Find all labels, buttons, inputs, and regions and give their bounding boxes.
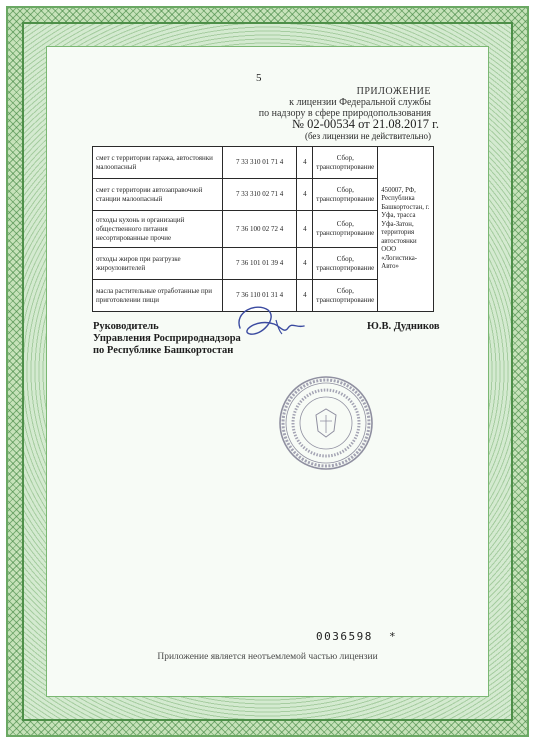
waste-name: отходы жиров при разгрузке жироуловителей (93, 248, 223, 280)
appendix-header (171, 86, 431, 119)
waste-table (92, 146, 434, 312)
waste-name: масла растительные отработанные при приготовлении пищи (93, 280, 223, 312)
license-number: № 02-00534 от 21.08.2017 г. (292, 117, 439, 131)
waste-code: 7 33 310 01 71 4 (222, 147, 297, 179)
serial-mark: * (388, 630, 398, 643)
waste-name: отходы кухонь и организаций общественного питания несортированные прочие (93, 211, 223, 248)
activity-address: 450007, РФ, Республика Башкортостан, г. Уфа, трасса Уфа-Затон, территория автостоянки ООО «Логистика-Авто» (378, 147, 434, 312)
activity-type: Сбор, транспортирование (313, 147, 378, 179)
signatory-line-2: Управления Росприроднадзора (93, 333, 241, 344)
appendix-line-1: к лицензии Федеральной службы (289, 97, 431, 108)
signatory-line-3: по Республике Башкортостан (93, 345, 234, 356)
signatory-line-1: Руководитель (93, 321, 159, 332)
activity-type: Сбор, транспортирование (313, 248, 378, 280)
license-validity-note: (без лицензии не действительно) (304, 131, 431, 141)
hazard-class: 4 (297, 179, 313, 211)
handwritten-signature (226, 298, 316, 348)
form-serial-number (316, 630, 397, 643)
official-seal (276, 373, 376, 473)
page-number: 5 (256, 72, 262, 84)
hazard-class: 4 (297, 248, 313, 280)
waste-name: смет с территории автозаправочной станции малоопасный (93, 179, 223, 211)
appendix-line-2: по надзору в сфере природопользования (258, 108, 431, 119)
waste-code: 7 33 310 02 71 4 (222, 179, 297, 211)
signatory-name: Ю.В. Дудников (367, 321, 440, 332)
activity-type: Сбор, транспортирование (313, 179, 378, 211)
waste-code: 7 36 100 02 72 4 (222, 211, 297, 248)
activity-type: Сбор, транспортирование (313, 280, 378, 312)
document-body-area (46, 46, 489, 697)
table-row (93, 147, 434, 179)
waste-code: 7 36 101 01 39 4 (222, 248, 297, 280)
appendix-heading: ПРИЛОЖЕНИЕ (356, 86, 431, 97)
hazard-class: 4 (297, 211, 313, 248)
serial-digits: 0036598 (316, 630, 373, 643)
waste-name: смет с территории гаража, автостоянки малоопасный (93, 147, 223, 179)
hazard-class: 4 (297, 147, 313, 179)
waste-code: 7 36 110 01 31 4 (222, 280, 297, 312)
signatory-title (93, 321, 241, 357)
hazard-class: 4 (297, 280, 313, 312)
activity-type: Сбор, транспортирование (313, 211, 378, 248)
footer-note: Приложение является неотъемлемой частью лицензии (157, 652, 378, 662)
